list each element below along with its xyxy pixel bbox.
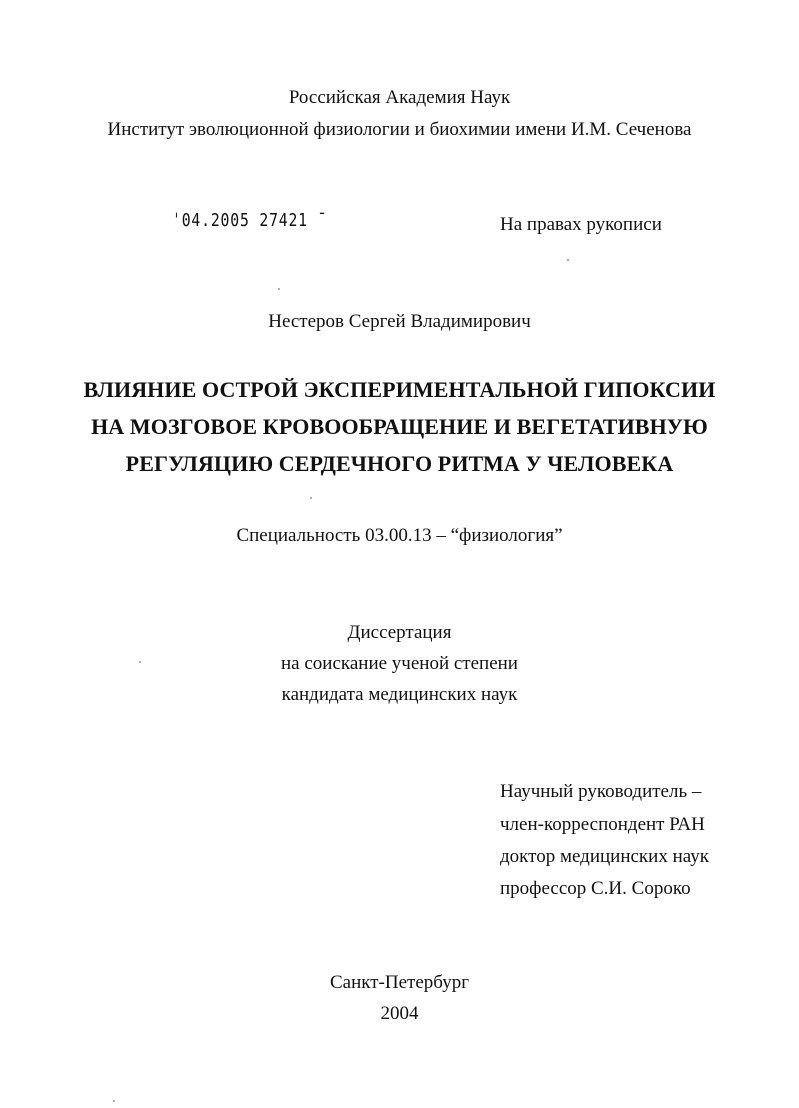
title-line-3: РЕГУЛЯЦИЮ СЕРДЕЧНОГО РИТМА У ЧЕЛОВЕКА	[125, 451, 674, 476]
stamp-tick-left: ˈ	[172, 210, 182, 231]
city: Санкт-Петербург	[329, 972, 469, 993]
scan-speck	[139, 661, 141, 663]
year: 2004	[380, 1003, 419, 1024]
degree-line-2: на соискание ученой степени	[281, 653, 518, 674]
specialty: Специальность 03.00.13 – “физиология”	[236, 525, 563, 546]
scan-speck	[278, 288, 280, 290]
stamp-number: 04.2005 27421	[181, 210, 308, 231]
supervisor-line-3: доктор медицинских наук	[500, 846, 709, 867]
registration-stamp	[172, 210, 327, 231]
supervisor-line-2: член-корреспондент РАН	[500, 814, 705, 835]
stamp-tick-right: ˉ	[307, 210, 328, 231]
academy-name: Российская Академия Наук	[288, 87, 511, 108]
author-name: Нестеров Сергей Владимирович	[268, 311, 531, 332]
title-line-1: ВЛИЯНИЕ ОСТРОЙ ЭКСПЕРИМЕНТАЛЬНОЙ ГИПОКСИИ	[83, 377, 716, 402]
degree-line-1: Диссертация	[347, 622, 452, 643]
title-line-2: НА МОЗГОВОЕ КРОВООБРАЩЕНИЕ И ВЕГЕТАТИВНУЮ	[91, 414, 708, 439]
degree-line-3: кандидата медицинских наук	[281, 684, 518, 705]
supervisor-line-1: Научный руководитель –	[500, 781, 702, 802]
scan-speck	[310, 497, 312, 499]
institute-name: Институт эволюционной физиологии и биохимии имени И.М. Сеченова	[107, 119, 692, 140]
scan-speck	[113, 1100, 115, 1102]
rights-note: На правах рукописи	[500, 214, 662, 235]
scan-speck	[567, 259, 569, 261]
supervisor-line-4: профессор С.И. Сороко	[500, 878, 691, 899]
